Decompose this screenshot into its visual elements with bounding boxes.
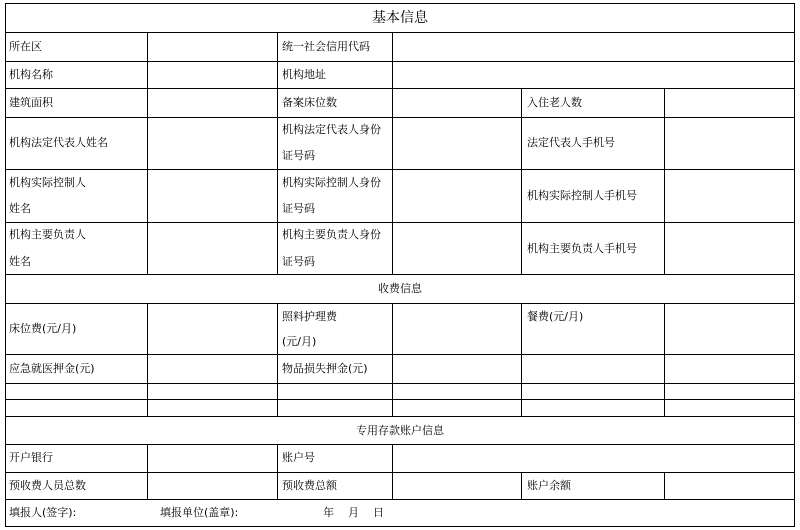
org-address-label: 机构地址 bbox=[282, 68, 326, 81]
rule bbox=[5, 88, 795, 89]
unit-seal-label: 填报单位(盖章): bbox=[160, 506, 239, 519]
head-name-label: 机构主要负责人 bbox=[9, 228, 86, 241]
rule bbox=[5, 499, 795, 500]
rule bbox=[5, 169, 795, 170]
rule bbox=[5, 416, 795, 417]
rule bbox=[392, 32, 393, 89]
care-fee-label: 照料护理费 bbox=[282, 310, 337, 323]
prepaid-total-label: 预收费总额 bbox=[282, 479, 337, 492]
rule bbox=[147, 303, 148, 417]
rule bbox=[277, 32, 278, 89]
bed-count-label: 备案床位数 bbox=[282, 96, 337, 109]
filler-signature-label: 填报人(签字): bbox=[9, 506, 77, 519]
rule bbox=[392, 88, 393, 275]
balance-label: 账户余额 bbox=[527, 479, 571, 492]
bank-label: 开户银行 bbox=[9, 451, 53, 464]
rule bbox=[147, 444, 148, 500]
rule bbox=[5, 117, 795, 118]
rule bbox=[277, 303, 278, 417]
district-label: 所在区 bbox=[9, 40, 42, 53]
elder-count-label: 入住老人数 bbox=[527, 96, 582, 109]
rule bbox=[5, 472, 795, 473]
rule bbox=[664, 472, 665, 500]
legal-rep-id-label-cont: 证号码 bbox=[282, 149, 315, 162]
bed-fee-label: 床位费(元/月) bbox=[9, 322, 77, 335]
head-id-label-cont: 证号码 bbox=[282, 255, 315, 268]
rule bbox=[5, 222, 795, 223]
rule bbox=[147, 32, 148, 89]
legal-rep-phone-label: 法定代表人手机号 bbox=[527, 136, 615, 149]
care-fee-label-cont: (元/月) bbox=[282, 335, 317, 348]
rule bbox=[5, 3, 6, 527]
rule bbox=[664, 88, 665, 275]
rule bbox=[664, 303, 665, 417]
head-id-label: 机构主要负责人身份 bbox=[282, 228, 381, 241]
rule bbox=[5, 303, 795, 304]
rule bbox=[392, 444, 393, 500]
rule bbox=[5, 383, 795, 384]
rule bbox=[794, 3, 795, 527]
rule bbox=[521, 303, 522, 417]
prepaid-people-label: 预收费人员总数 bbox=[9, 479, 86, 492]
controller-phone-label: 机构实际控制人手机号 bbox=[527, 189, 637, 202]
controller-id-label: 机构实际控制人身份 bbox=[282, 176, 381, 189]
rule bbox=[392, 303, 393, 417]
rule bbox=[277, 88, 278, 275]
rule bbox=[277, 444, 278, 500]
controller-name-label: 机构实际控制人 bbox=[9, 176, 86, 189]
form-title: 基本信息 bbox=[372, 10, 428, 26]
rule bbox=[5, 526, 795, 527]
rule bbox=[5, 32, 795, 33]
rule bbox=[5, 3, 795, 4]
credit-code-label: 统一社会信用代码 bbox=[282, 40, 370, 53]
date-label: 年 月 日 bbox=[323, 506, 384, 519]
rule bbox=[5, 354, 795, 355]
account-number-label: 账户号 bbox=[282, 451, 315, 464]
controller-name-label-cont: 姓名 bbox=[9, 202, 31, 215]
controller-id-label-cont: 证号码 bbox=[282, 202, 315, 215]
medical-deposit-label: 应急就医押金(元) bbox=[9, 362, 95, 375]
meal-fee-label: 餐费(元/月) bbox=[527, 310, 584, 323]
rule bbox=[521, 472, 522, 500]
head-name-label-cont: 姓名 bbox=[9, 255, 31, 268]
building-area-label: 建筑面积 bbox=[9, 96, 53, 109]
fees-section-title: 收费信息 bbox=[378, 282, 422, 295]
rule bbox=[5, 444, 795, 445]
rule bbox=[5, 399, 795, 400]
head-phone-label: 机构主要负责人手机号 bbox=[527, 242, 637, 255]
basic-info-form bbox=[5, 3, 795, 527]
rule bbox=[521, 88, 522, 275]
legal-rep-name-label: 机构法定代表人姓名 bbox=[9, 136, 108, 149]
rule bbox=[5, 61, 795, 62]
rule bbox=[5, 274, 795, 275]
rule bbox=[147, 88, 148, 275]
org-name-label: 机构名称 bbox=[9, 68, 53, 81]
loss-deposit-label: 物品损失押金(元) bbox=[282, 362, 368, 375]
account-section-title: 专用存款账户信息 bbox=[356, 424, 444, 437]
legal-rep-id-label: 机构法定代表人身份 bbox=[282, 123, 381, 136]
